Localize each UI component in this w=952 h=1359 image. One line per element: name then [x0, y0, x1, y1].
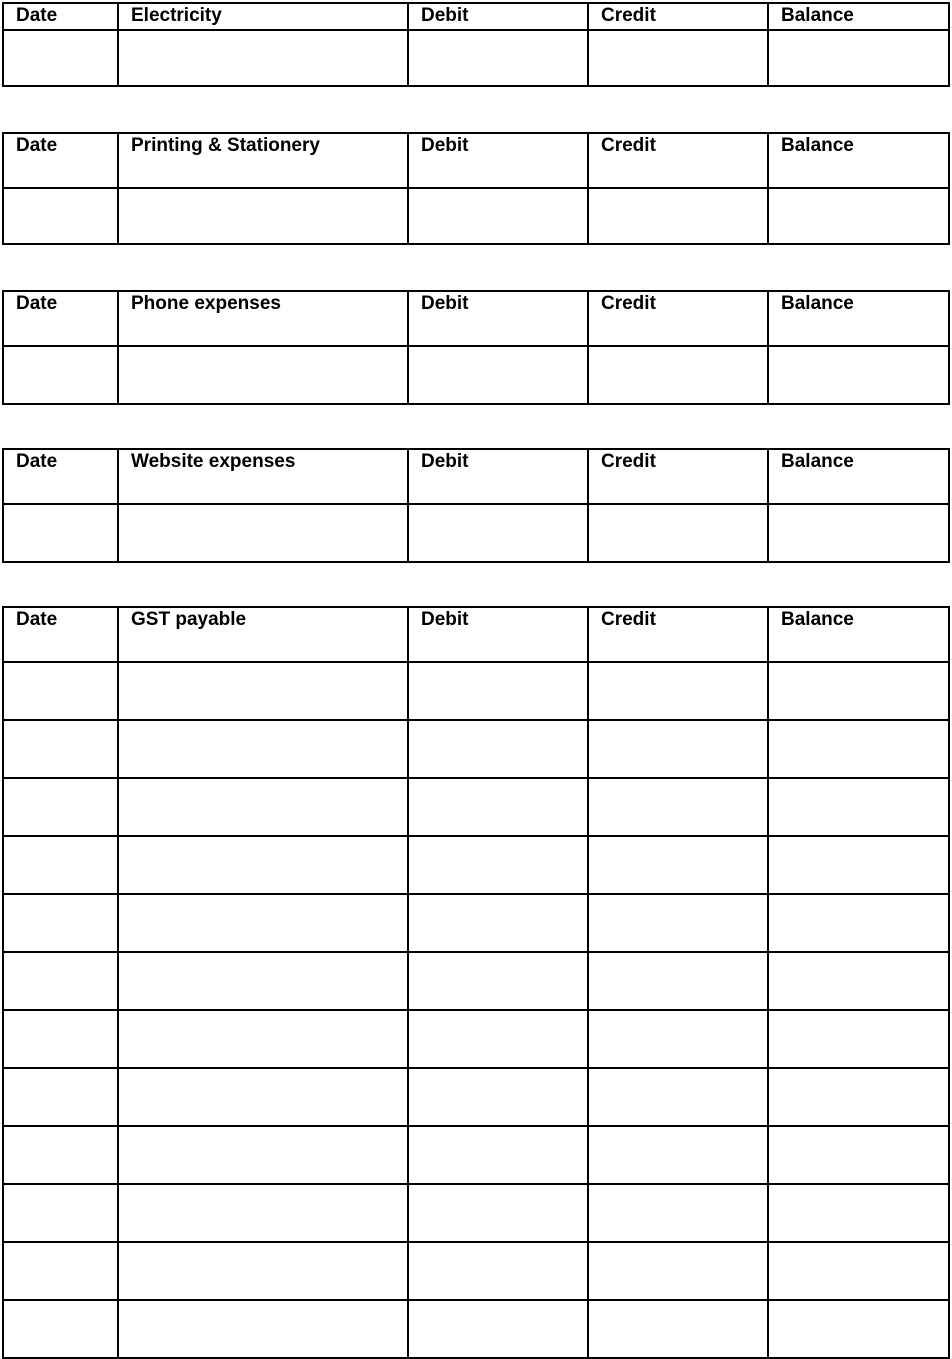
date-cell[interactable] — [3, 1300, 118, 1358]
description-cell[interactable] — [118, 1068, 408, 1126]
ledger-entry-row — [3, 1068, 949, 1126]
ledger-entry-row — [3, 778, 949, 836]
balance-cell[interactable] — [768, 952, 949, 1010]
ledger-entry-row — [3, 504, 949, 562]
balance-column-header: Balance — [768, 607, 949, 662]
date-column-header: Date — [3, 607, 118, 662]
credit-cell[interactable] — [588, 188, 768, 244]
balance-cell[interactable] — [768, 1184, 949, 1242]
date-column-header: Date — [3, 449, 118, 504]
date-cell[interactable] — [3, 836, 118, 894]
ledger-entry-row — [3, 1242, 949, 1300]
date-cell[interactable] — [3, 662, 118, 720]
debit-column-header: Debit — [408, 133, 588, 188]
debit-cell[interactable] — [408, 1184, 588, 1242]
description-cell[interactable] — [118, 188, 408, 244]
date-cell[interactable] — [3, 952, 118, 1010]
account-name-header: Website expenses — [118, 449, 408, 504]
balance-cell[interactable] — [768, 188, 949, 244]
date-cell[interactable] — [3, 346, 118, 404]
date-cell[interactable] — [3, 1242, 118, 1300]
credit-cell[interactable] — [588, 1068, 768, 1126]
description-cell[interactable] — [118, 346, 408, 404]
balance-cell[interactable] — [768, 1068, 949, 1126]
balance-column-header: Balance — [768, 3, 949, 30]
debit-cell[interactable] — [408, 894, 588, 952]
ledger-entry-row — [3, 30, 949, 86]
ledger-entry-row — [3, 1126, 949, 1184]
balance-cell[interactable] — [768, 894, 949, 952]
description-cell[interactable] — [118, 1010, 408, 1068]
balance-cell[interactable] — [768, 778, 949, 836]
credit-column-header: Credit — [588, 607, 768, 662]
description-cell[interactable] — [118, 504, 408, 562]
credit-cell[interactable] — [588, 1126, 768, 1184]
debit-cell[interactable] — [408, 30, 588, 86]
description-cell[interactable] — [118, 1184, 408, 1242]
balance-cell[interactable] — [768, 662, 949, 720]
balance-cell[interactable] — [768, 30, 949, 86]
debit-cell[interactable] — [408, 1068, 588, 1126]
ledger-entry-row — [3, 1300, 949, 1358]
date-column-header: Date — [3, 3, 118, 30]
date-cell[interactable] — [3, 778, 118, 836]
credit-column-header: Credit — [588, 3, 768, 30]
balance-cell[interactable] — [768, 504, 949, 562]
credit-cell[interactable] — [588, 1300, 768, 1358]
date-cell[interactable] — [3, 1126, 118, 1184]
ledger-header-row — [3, 133, 949, 188]
credit-column-header: Credit — [588, 449, 768, 504]
ledger-entry-row — [3, 952, 949, 1010]
date-cell[interactable] — [3, 30, 118, 86]
ledger-entry-row — [3, 836, 949, 894]
ledger-header-row — [3, 449, 949, 504]
credit-cell[interactable] — [588, 952, 768, 1010]
debit-cell[interactable] — [408, 952, 588, 1010]
debit-cell[interactable] — [408, 662, 588, 720]
description-cell[interactable] — [118, 836, 408, 894]
credit-cell[interactable] — [588, 720, 768, 778]
debit-cell[interactable] — [408, 836, 588, 894]
description-cell[interactable] — [118, 894, 408, 952]
account-name-header: Phone expenses — [118, 291, 408, 346]
credit-cell[interactable] — [588, 30, 768, 86]
ledger-entry-row — [3, 662, 949, 720]
balance-cell[interactable] — [768, 1010, 949, 1068]
debit-cell[interactable] — [408, 1300, 588, 1358]
ledger-table-website-expenses — [2, 448, 950, 563]
credit-cell[interactable] — [588, 662, 768, 720]
description-cell[interactable] — [118, 1300, 408, 1358]
debit-cell[interactable] — [408, 504, 588, 562]
debit-cell[interactable] — [408, 1242, 588, 1300]
balance-cell[interactable] — [768, 720, 949, 778]
ledger-header-row — [3, 607, 949, 662]
debit-column-header: Debit — [408, 449, 588, 504]
date-column-header: Date — [3, 291, 118, 346]
date-cell[interactable] — [3, 188, 118, 244]
ledger-header-row — [3, 291, 949, 346]
debit-cell[interactable] — [408, 346, 588, 404]
ledger-entry-row — [3, 188, 949, 244]
balance-cell[interactable] — [768, 1126, 949, 1184]
balance-cell[interactable] — [768, 1300, 949, 1358]
ledger-table-electricity — [2, 2, 950, 87]
account-name-header: Printing & Stationery — [118, 133, 408, 188]
debit-column-header: Debit — [408, 291, 588, 346]
debit-column-header: Debit — [408, 3, 588, 30]
ledger-table-gst-payable — [2, 606, 950, 1359]
credit-cell[interactable] — [588, 836, 768, 894]
debit-column-header: Debit — [408, 607, 588, 662]
description-cell[interactable] — [118, 1242, 408, 1300]
balance-cell[interactable] — [768, 346, 949, 404]
ledger-entry-row — [3, 346, 949, 404]
account-name-header: GST payable — [118, 607, 408, 662]
credit-cell[interactable] — [588, 1242, 768, 1300]
description-cell[interactable] — [118, 720, 408, 778]
credit-cell[interactable] — [588, 504, 768, 562]
description-cell[interactable] — [118, 1126, 408, 1184]
balance-cell[interactable] — [768, 836, 949, 894]
date-cell[interactable] — [3, 720, 118, 778]
description-cell[interactable] — [118, 952, 408, 1010]
description-cell[interactable] — [118, 30, 408, 86]
ledger-table-phone-expenses — [2, 290, 950, 405]
debit-cell[interactable] — [408, 188, 588, 244]
date-cell[interactable] — [3, 1184, 118, 1242]
ledger-entry-row — [3, 894, 949, 952]
ledger-header-row — [3, 3, 949, 30]
credit-cell[interactable] — [588, 346, 768, 404]
credit-cell[interactable] — [588, 778, 768, 836]
debit-cell[interactable] — [408, 778, 588, 836]
debit-cell[interactable] — [408, 1010, 588, 1068]
date-cell[interactable] — [3, 1068, 118, 1126]
date-column-header: Date — [3, 133, 118, 188]
date-cell[interactable] — [3, 1010, 118, 1068]
ledger-entry-row — [3, 1010, 949, 1068]
credit-column-header: Credit — [588, 291, 768, 346]
credit-cell[interactable] — [588, 1184, 768, 1242]
description-cell[interactable] — [118, 662, 408, 720]
credit-cell[interactable] — [588, 1010, 768, 1068]
ledger-entry-row — [3, 720, 949, 778]
credit-column-header: Credit — [588, 133, 768, 188]
date-cell[interactable] — [3, 894, 118, 952]
ledger-entry-row — [3, 1184, 949, 1242]
balance-cell[interactable] — [768, 1242, 949, 1300]
account-name-header: Electricity — [118, 3, 408, 30]
credit-cell[interactable] — [588, 894, 768, 952]
description-cell[interactable] — [118, 778, 408, 836]
balance-column-header: Balance — [768, 449, 949, 504]
ledger-table-printing-stationery — [2, 132, 950, 245]
date-cell[interactable] — [3, 504, 118, 562]
debit-cell[interactable] — [408, 720, 588, 778]
balance-column-header: Balance — [768, 133, 949, 188]
debit-cell[interactable] — [408, 1126, 588, 1184]
balance-column-header: Balance — [768, 291, 949, 346]
